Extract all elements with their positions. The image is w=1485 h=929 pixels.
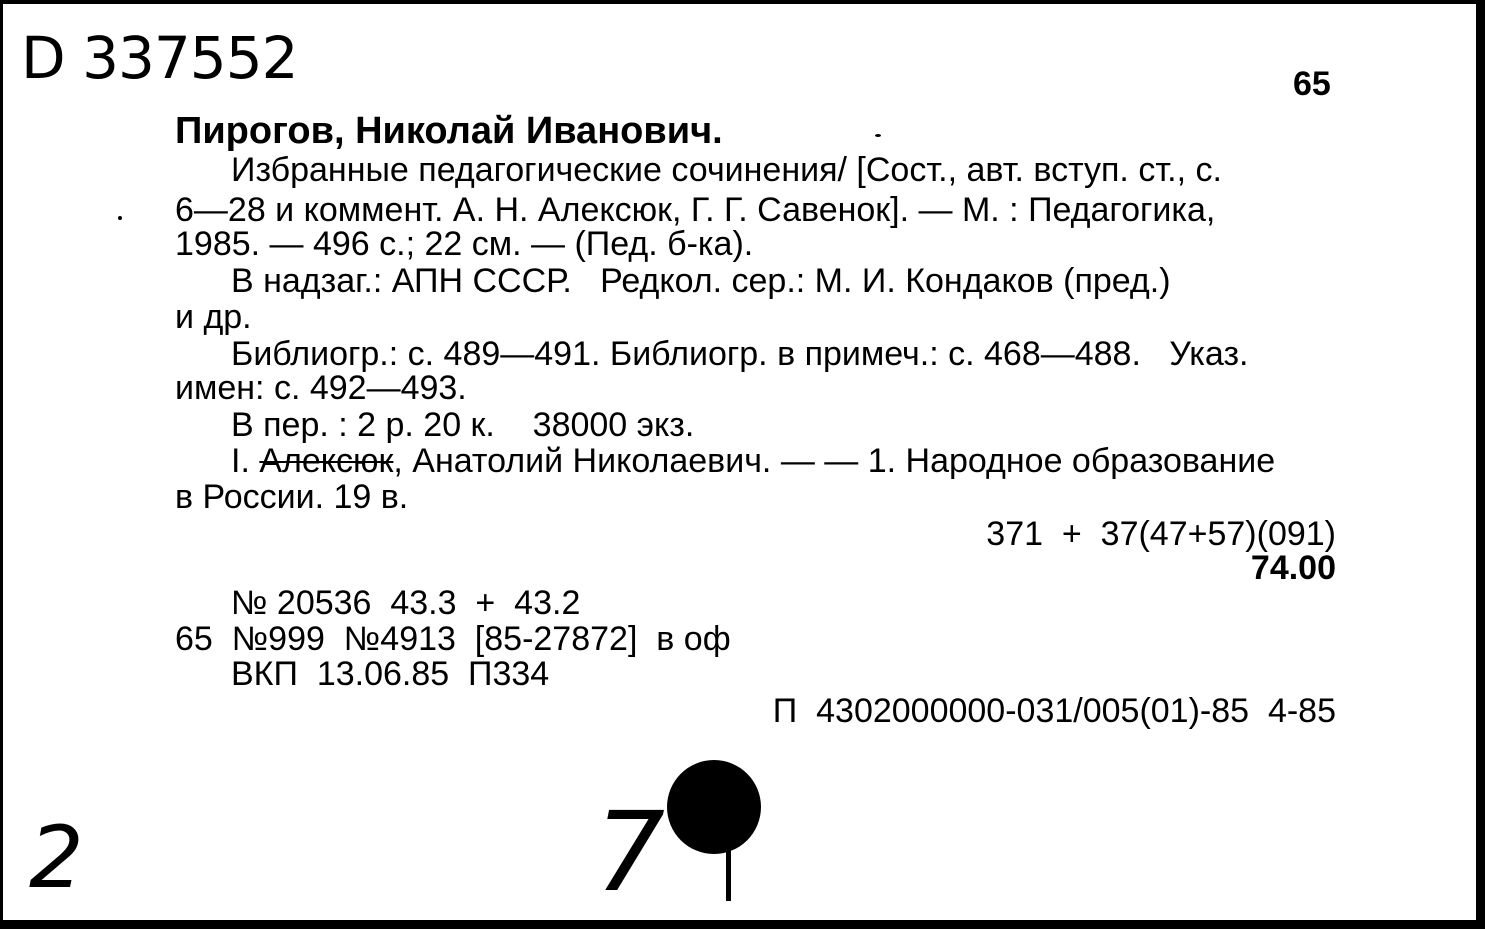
bbk-classification: 74.00 xyxy=(1250,549,1336,587)
note-bibliography-line-1: Библиогр.: с. 489—491. Библиогр. в примеч.: с. 468—488. Указ. xyxy=(231,335,1249,373)
call-number: D 337552 xyxy=(21,24,298,92)
accession-line-1: № 20536 43.3 + 43.2 xyxy=(231,584,581,622)
stray-mark xyxy=(875,134,881,137)
publisher-code-line: П 4302000000-031/005(01)-85 4-85 xyxy=(772,692,1336,730)
note-bibliography-line-2: имен: с. 492—493. xyxy=(175,369,467,407)
note-series-line-1: В надзаг.: АПН СССР. Редкол. сер.: М. И. Кондаков (пред.) xyxy=(231,262,1171,300)
handwritten-mark-left: 2 xyxy=(29,808,83,908)
stray-mark xyxy=(118,216,122,220)
title-line-3: 1985. — 496 с.; 22 см. — (Пед. б-ка). xyxy=(175,225,754,263)
udc-classification: 371 + 37(47+57)(091) xyxy=(986,515,1336,553)
accession-line-3: ВКП 13.06.85 П334 xyxy=(231,655,550,693)
title-line-2: 6—28 и коммент. А. Н. Алексюк, Г. Г. Савенок]. — М. : Педагогика, xyxy=(175,191,1216,229)
tracing-rest: , Анатолий Николаевич. — — 1. Народное образование xyxy=(393,442,1276,480)
tracing-prefix: I. xyxy=(231,442,260,480)
note-series-line-2: и др. xyxy=(175,298,252,336)
accession-line-2: 65 №999 №4913 [85-27872] в оф xyxy=(175,620,731,658)
tracing-line-1 xyxy=(231,443,1275,479)
tracing-line-2: в России. 19 в. xyxy=(175,478,409,516)
title-line-1: Избранные педагогические сочинения/ [Сост., авт. вступ. ст., с. xyxy=(231,151,1222,189)
price-line: В пер. : 2 р. 20 к. 38000 экз. xyxy=(231,406,695,444)
author-heading: Пирогов, Николай Иванович. xyxy=(175,110,723,152)
punch-hole-icon xyxy=(663,756,773,906)
tracing-struck-name: Алексюк xyxy=(259,442,394,480)
handwritten-mark-middle: 7 xyxy=(595,788,664,916)
card-number: 65 xyxy=(1293,65,1331,103)
